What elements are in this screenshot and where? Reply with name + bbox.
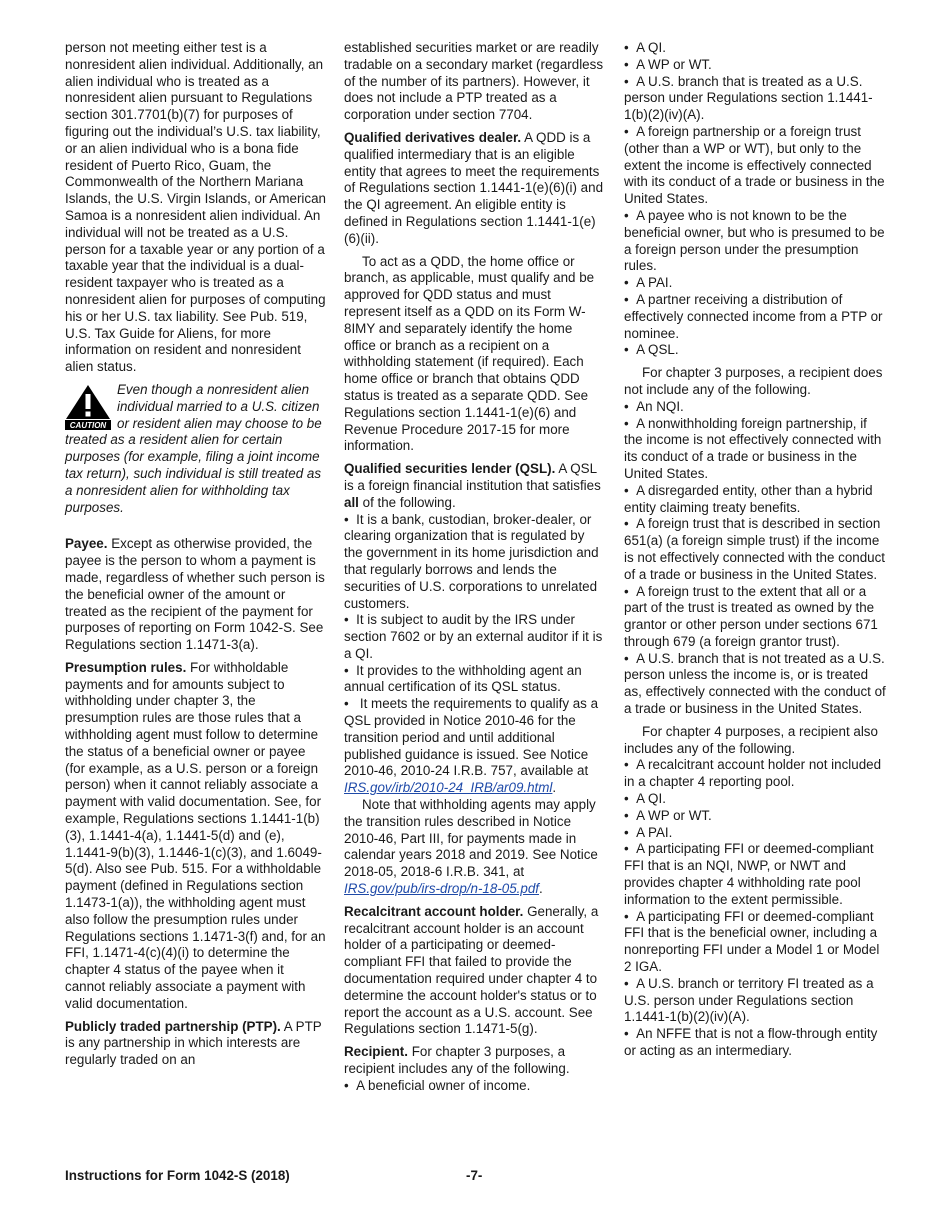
caution-label: CAUTION [69,420,107,430]
recipient-bullet: • A PAI. [624,275,886,292]
qsl-note: Note that withholding agents may apply the transition rules described in Notice 2010-46, Part III, for payments made in calendar years 2018 and 2019. See Notice 2018-05, 2018-6 I.R.B. 341, at IRS.gov/pub/irs-drop/n-18-05.pdf. [344,797,598,897]
exclusion-bullet: • A foreign trust that is described in section 651(a) (a foreign simple trust) if the income is not effectively connected with the conduct of a trade or business in the United States. [624,516,886,583]
payee-text: Except as otherwise provided, the payee is the person to whom a payment is made, regardless of whether such person is the beneficial owner of the amount or treated as the recipient of the payment for purposes of reporting on Form 1042-S. See Regulations section 1.1471-3(a). [65,536,325,653]
footer-form-title: Instructions for Form 1042-S (2018) [65,1168,290,1183]
caution-text: Even though a nonresident alien individual married to a U.S. citizen or resident alien may choose to be treated as a resident alien for certain purposes (for example, filing a joint income tax return), such individual is still treated as a nonresident alien for withholding tax purposes. [65,381,322,515]
paragraph-nonresident-alien: person not meeting either test is a nonresident alien individual. Additionally, an alien individual who is treated as a nonresident alien pursuant to Regulations section 301.7701(b)(7) for purposes of figuring out the individual’s U.S. tax liability, or an alien individual who is a bona fide resident of Puerto Rico, Guam, the Commonwealth of the Northern Mariana Islands, the U.S. Virgin Islands, or American Samoa is a nonresident alien individual. An individual will not be treated as a U.S. person for a taxable year or any portion of a taxable year that the individual is a dual-resident taxpayer who is treated as a nonresident alien for purposes of computing his or her U.S. tax liability. See Pub. 519, U.S. Tax Guide for Aliens, for more information on resident and nonresident alien status. [65,40,326,375]
recipient-paragraph [344,1044,606,1078]
recalcitrant-paragraph [344,904,606,1038]
recalcitrant-heading: Recalcitrant account holder. [344,903,524,919]
qsl-bullet: • It provides to the withholding agent an annual certification of its QSL status. [344,663,606,697]
exclusion-bullet: • An NQI. [624,399,886,416]
qsl-bullet-4: • It meets the requirements to qualify as a QSL provided in Notice 2010-46 for the transition period and until additional published guidance is issued. See Notice 2010-46, 2010-24 I.R.B. 757, available at IRS.gov/irb/2010-24_IRB/ar09.html. [344,696,606,797]
chapter-4-bullet: • A WP or WT. [624,808,886,825]
qsl-text-b: of the following. [362,494,456,510]
recipient-heading: Recipient. [344,1044,408,1060]
chapter-4-bullet: • A U.S. branch or territory FI treated as a U.S. person under Regulations section 1.1441-1(b)(2)(iv)(A). [624,976,886,1026]
chapter-4-bullet: • A PAI. [624,825,886,842]
notice-2018-05-link[interactable]: IRS.gov/pub/irs-drop/n-18-05.pdf [344,881,540,897]
presumption-paragraph [65,660,327,1013]
qsl-text-a: A QSL is a foreign financial institution that satisfies [344,461,601,493]
chapter-4-bullet: • A participating FFI or deemed-compliant FFI that is the beneficial owner, including a nonreporting FFI under a Model 1 or Model 2 IGA. [624,909,886,976]
exclusion-bullet: • A disregarded entity, other than a hybrid entity claiming treaty benefits. [624,483,886,517]
caution-icon [65,384,111,430]
chapter-4-inclusions-intro: For chapter 4 purposes, a recipient also includes any of the following. [624,723,878,756]
payee-heading: Payee. [65,536,108,552]
payee-paragraph [65,536,327,654]
exclusion-bullet: • A U.S. branch that is not treated as a U.S. person unless the income is, or is treated as, effectively connected with the conduct of a trade or business in the United States. [624,651,886,718]
recipient-bullet: • A QSL. [624,342,886,359]
presumption-text: For withholdable payments and for amounts subject to withholding under chapter 3, the presumption rules are those rules that a withholding agent must follow to determine the status of a beneficial owner or payee (for example, as a U.S. person or a foreign person) when it cannot reliably associate a payment with valid documentation. See, for example, Regulations sections 1.1441-1(b)(3), 1.1441-4(a), 1.1441-5(d) and (e), 1.1441-9(b)(3), 1.1446-1(c)(3), and 1.6049-5(d). Also see Pub. 515. For a withholdable payment (defined in Regulations section 1.1473-1(a)), the withholding agent must also follow the presumption rules under Regulations sections 1.1471-3(f) and, for an FFI, 1.1471-4(c)(4)(i) to determine the chapter 4 status of the payee when it cannot reliably associate a payment with valid documentation. [65,659,326,1011]
recalcitrant-text: Generally, a recalcitrant account holder is an account holder of a participating or deemed-compliant FFI that failed to provide the documentation required under chapter 4 to determine the account holder's status or to report the account as a U.S. account. See Regulations section 1.1471-5(g). [344,903,599,1037]
chapter-4-bullet: • A recalcitrant account holder not included in a chapter 4 reporting pool. [624,757,886,791]
ptp-text: A PTP is any partnership in which interests are regularly traded on an [65,1018,322,1068]
chapter-3-exclusions-intro: For chapter 3 purposes, a recipient does not include any of the following. [624,365,883,397]
qsl-heading: Qualified securities lender (QSL). [344,461,556,477]
recipient-bullet: • A beneficial owner of income. [344,1078,606,1095]
ptp-paragraph [65,1019,327,1069]
ptp-continued: established securities market or are readily tradable on a secondary market (regardless of the number of its partners). However, it does not include a PTP treated as a corporation under section 7704. [344,40,604,123]
qsl-bullet: • It is subject to audit by the IRS under section 7602 or by an external auditor if it is a QI. [344,612,606,662]
caution-box [65,382,327,516]
qdd-paragraph [344,130,606,248]
recipient-bullet: • A partner receiving a distribution of effectively connected income from a PTP or nominee. [624,292,886,342]
qsl-text-bold: all [344,494,359,510]
page-number: -7- [466,1168,483,1183]
qsl-note-text: Note that withholding agents may apply the transition rules described in Notice 2010-46, Part III, for payments made in calendar years 2018 and 2019. See Notice 2018-05, 2018-6 I.R.B. 341, at [344,797,598,880]
recipient-bullet: • A QI. [624,40,886,57]
recipient-bullet: • A foreign partnership or a foreign trust (other than a WP or WT), but only to the extent the income is effectively connected with its conduct of a trade or business in the United States. [624,124,886,208]
column-3 [624,40,886,1060]
qsl-bullet-4-text: It meets the requirements to qualify as a QSL provided in Notice 2010-46 for the transition period and until additional published guidance is issued. See Notice 2010-46, 2010-24 I.R.B. 757, available at [344,696,599,779]
recipient-text: For chapter 3 purposes, a recipient includes any of the following. [344,1044,570,1077]
qsl-paragraph [344,461,606,511]
qdd-paragraph-2: To act as a QDD, the home office or branch, as applicable, must qualify and be approved for QDD status and must represent itself as a QDD on its Form W-8IMY and separately identify the home office or branch as a recipient on a withholding statement (if required). Each home office or branch that obtains QDD status is treated as a separate QDD. See Regulations section 1.1441-1(e)(6) and Revenue Procedure 2017-15 for more information. [344,253,595,454]
ptp-heading: Publicly traded partnership (PTP). [65,1018,281,1034]
qsl-notice-link[interactable]: IRS.gov/irb/2010-24_IRB/ar09.html [344,780,553,796]
exclusion-bullet: • A nonwithholding foreign partnership, if the income is not effectively connected with its conduct of a trade or business in the United States. [624,416,886,483]
column-2 [344,40,606,1095]
chapter-4-bullet: • A participating FFI or deemed-compliant FFI that is an NQI, NWP, or NWT and provides chapter 4 withholding rate pool information to the extent permissible. [624,841,886,908]
chapter-4-bullet: • A QI. [624,791,886,808]
qsl-bullet: • It is a bank, custodian, broker-dealer, or clearing organization that is regulated by the government in its home jurisdiction and that regularly borrows and lends the securities of U.S. corporations to unrelated customers. [344,512,606,613]
chapter-4-bullet: • An NFFE that is not a flow-through entity or acting as an intermediary. [624,1026,886,1060]
qdd-text: A QDD is a qualified intermediary that is an eligible entity that agrees to meet the requirements of Regulations section 1.1441-1(e)(6)(i) and the QI agreement. An eligible entity is defined in Regulations section 1.1441-1(e)(6)(ii). [344,129,604,246]
qdd-heading: Qualified derivatives dealer. [344,129,522,145]
exclusion-bullet: • A foreign trust to the extent that all or a part of the trust is treated as owned by the grantor or other person under sections 671 through 679 (a foreign grantor trust). [624,584,886,651]
recipient-bullet: • A U.S. branch that is treated as a U.S. person under Regulations section 1.1441-1(b)(2)(iv)(A). [624,74,886,124]
recipient-bullet: • A payee who is not known to be the beneficial owner, but who is presumed to be a foreign person under the presumption rules. [624,208,886,275]
column-1 [65,40,327,1075]
presumption-heading: Presumption rules. [65,659,187,675]
recipient-bullet: • A WP or WT. [624,57,886,74]
